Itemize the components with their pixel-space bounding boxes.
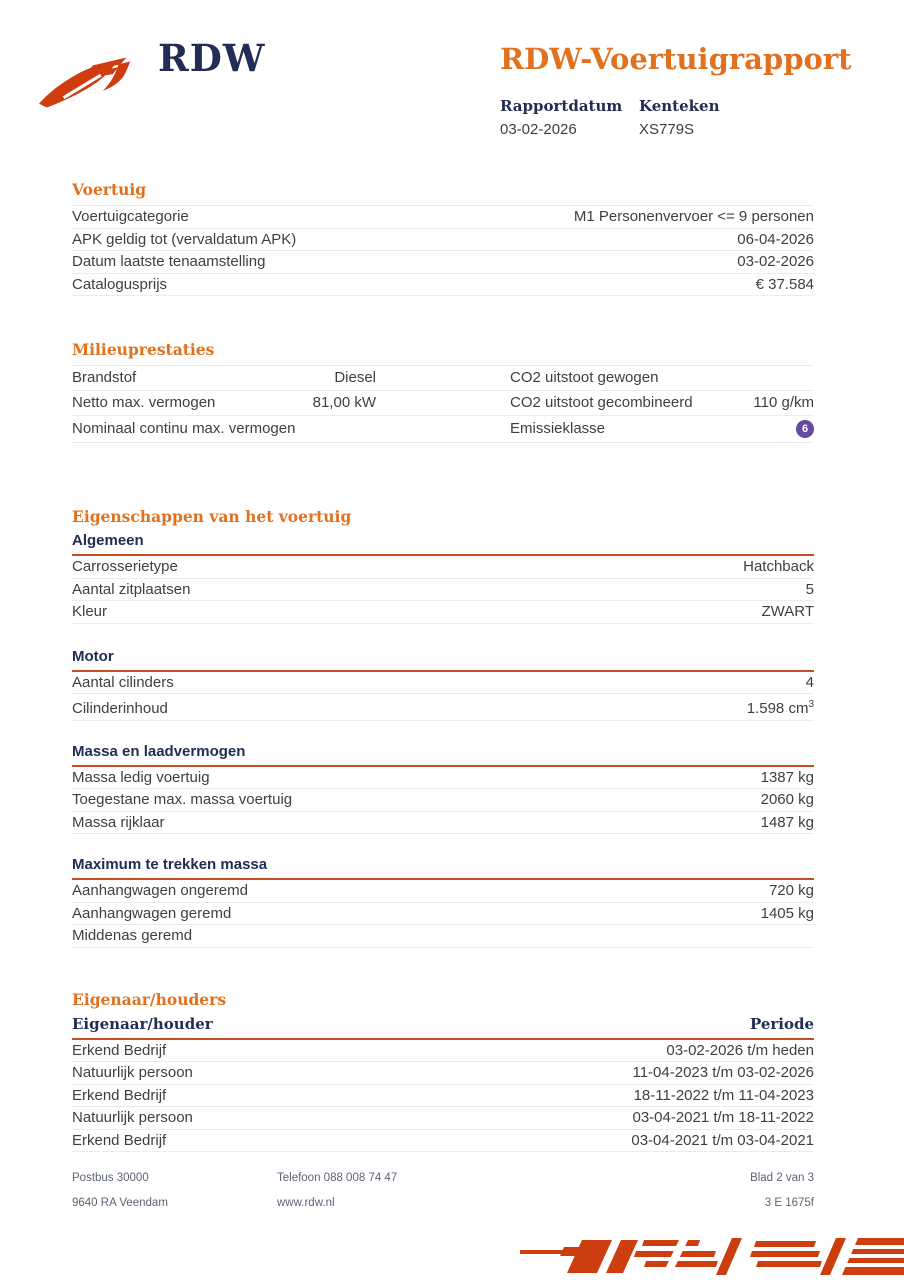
row-label: Aanhangwagen geremd <box>72 904 232 922</box>
row-label: Toegestane max. massa voertuig <box>72 791 293 808</box>
subsection-massa <box>72 743 814 835</box>
table-row <box>72 767 814 790</box>
owner-period: 03-04-2021 t/m 18-11-2022 <box>632 1109 814 1126</box>
owners-table-header <box>72 1015 814 1040</box>
superscript: 3 <box>808 699 814 710</box>
subsection-heading: Maximum te trekken massa <box>72 856 814 880</box>
subsection-algemeen <box>72 532 814 624</box>
table-row <box>72 1130 814 1153</box>
row-label: Brandstof <box>72 369 137 386</box>
row-label: Emissieklasse <box>510 420 606 437</box>
table-row <box>72 1085 814 1108</box>
table-row <box>72 556 814 579</box>
subsection-heading: Massa en laadvermogen <box>72 743 814 767</box>
row-value: Hatchback <box>743 558 814 575</box>
section-eigenaar-houders <box>72 990 814 1153</box>
table-row <box>72 880 814 903</box>
owner-period: 18-11-2022 t/m 11-04-2023 <box>633 1086 814 1104</box>
row-label: Netto max. vermogen <box>72 394 216 411</box>
row-value: 4 <box>805 673 814 691</box>
row-label: Voertuigcategorie <box>72 208 189 225</box>
row-value: 06-04-2026 <box>737 230 814 248</box>
table-row <box>72 903 814 926</box>
subsection-heading: Algemeen <box>72 532 814 556</box>
table-row <box>72 579 814 602</box>
row-value: 720 kg <box>768 882 814 899</box>
footer-doc-code: 3 E 1675f <box>764 1197 814 1209</box>
row-label: APK geldig tot (vervaldatum APK) <box>72 230 297 248</box>
table-row <box>72 1107 814 1130</box>
owner-type: Natuurlijk persoon <box>72 1109 193 1126</box>
row-label: Cilinderinhoud <box>72 700 168 717</box>
row-label: Aantal zitplaatsen <box>72 580 191 598</box>
column-header-period: Periode <box>749 1014 814 1033</box>
row-value: 2060 kg <box>760 791 814 808</box>
section-heading-eigenaar: Eigenaar/houders <box>72 989 227 1009</box>
report-date-value: 03-02-2026 <box>500 121 577 138</box>
owner-type: Erkend Bedrijf <box>72 1041 167 1059</box>
report-body <box>72 0 814 1152</box>
row-value: Diesel <box>334 369 376 386</box>
owner-type: Erkend Bedrijf <box>72 1086 167 1104</box>
section-heading-milieuprestaties: Milieuprestaties <box>72 340 215 359</box>
table-row <box>72 1040 814 1063</box>
row-value: 110 g/km <box>753 394 814 411</box>
table-row <box>72 251 814 274</box>
column-header-owner: Eigenaar/houder <box>72 1014 213 1033</box>
table-row <box>72 812 814 835</box>
row-label: CO2 uitstoot gewogen <box>510 369 659 386</box>
section-milieuprestaties <box>72 340 814 443</box>
subsection-motor <box>72 648 814 721</box>
table-row <box>72 789 814 812</box>
footer-website: www.rdw.nl <box>277 1197 335 1209</box>
footer-address-line2: 9640 RA Veendam <box>72 1197 168 1209</box>
row-label: Kleur <box>72 603 108 620</box>
row-value: M1 Personenvervoer <= 9 personen <box>573 208 814 225</box>
license-plate-label: Kenteken <box>639 97 720 115</box>
row-label: Massa ledig voertuig <box>72 768 210 786</box>
table-row <box>72 1062 814 1085</box>
row-label: Catalogusprijs <box>72 275 168 293</box>
footer-page-number: Blad 2 van 3 <box>750 1172 814 1184</box>
table-row <box>72 694 814 721</box>
report-date-label: Rapportdatum <box>500 97 623 115</box>
owner-type: Natuurlijk persoon <box>72 1064 193 1081</box>
table-row <box>72 672 814 695</box>
row-label: CO2 uitstoot gecombineerd <box>510 394 693 411</box>
row-value: 1387 kg <box>760 768 814 786</box>
row-value: 1405 kg <box>760 904 814 922</box>
owner-period: 03-04-2021 t/m 03-04-2021 <box>631 1131 814 1149</box>
row-label: Middenas geremd <box>72 927 193 944</box>
footer-address-line1: Postbus 30000 <box>72 1172 149 1184</box>
rdw-wordmark: RDW <box>158 36 266 80</box>
row-label: Massa rijklaar <box>72 813 165 831</box>
owner-period: 11-04-2023 t/m 03-02-2026 <box>632 1064 814 1081</box>
row-value: 81,00 kW <box>312 394 376 411</box>
row-value: 1487 kg <box>760 813 814 831</box>
row-value: 03-02-2026 <box>737 253 814 270</box>
section-heading-eigenschappen: Eigenschappen van het voertuig <box>72 507 352 526</box>
row-value: € 37.584 <box>755 275 814 293</box>
row-value: 1.598 $cm^3$ <box>746 699 814 717</box>
section-eigenschappen <box>72 507 814 948</box>
row-value: 5 <box>805 580 814 598</box>
table-row <box>72 416 814 443</box>
owner-period: 03-02-2026 t/m heden <box>666 1041 814 1059</box>
section-heading-voertuig: Voertuig <box>72 180 147 199</box>
table-row <box>72 391 814 416</box>
page-title: RDW-Voertuigrapport <box>500 42 852 76</box>
row-label: Carrosserietype <box>72 558 178 575</box>
emission-class-badge: 6 <box>796 420 814 438</box>
footer-phone: Telefoon 088 008 74 47 <box>277 1172 398 1184</box>
table-row <box>72 229 814 252</box>
table-row <box>72 206 814 229</box>
table-row <box>72 366 814 391</box>
subsection-heading: Motor <box>72 648 814 672</box>
rdw-speed-stripes-graphic-icon <box>520 1227 904 1280</box>
owner-type: Erkend Bedrijf <box>72 1131 167 1149</box>
row-label: Aantal cilinders <box>72 673 174 691</box>
license-plate-value: XS779S <box>639 121 695 138</box>
row-label: Datum laatste tenaamstelling <box>72 253 266 270</box>
row-label: Aanhangwagen ongeremd <box>72 882 248 899</box>
table-row <box>72 274 814 297</box>
row-value: ZWART <box>761 603 814 620</box>
row-label: Nominaal continu max. vermogen <box>72 420 296 437</box>
section-voertuig <box>72 180 814 296</box>
subsection-trekken-massa <box>72 856 814 948</box>
table-row <box>72 601 814 624</box>
table-row <box>72 925 814 948</box>
